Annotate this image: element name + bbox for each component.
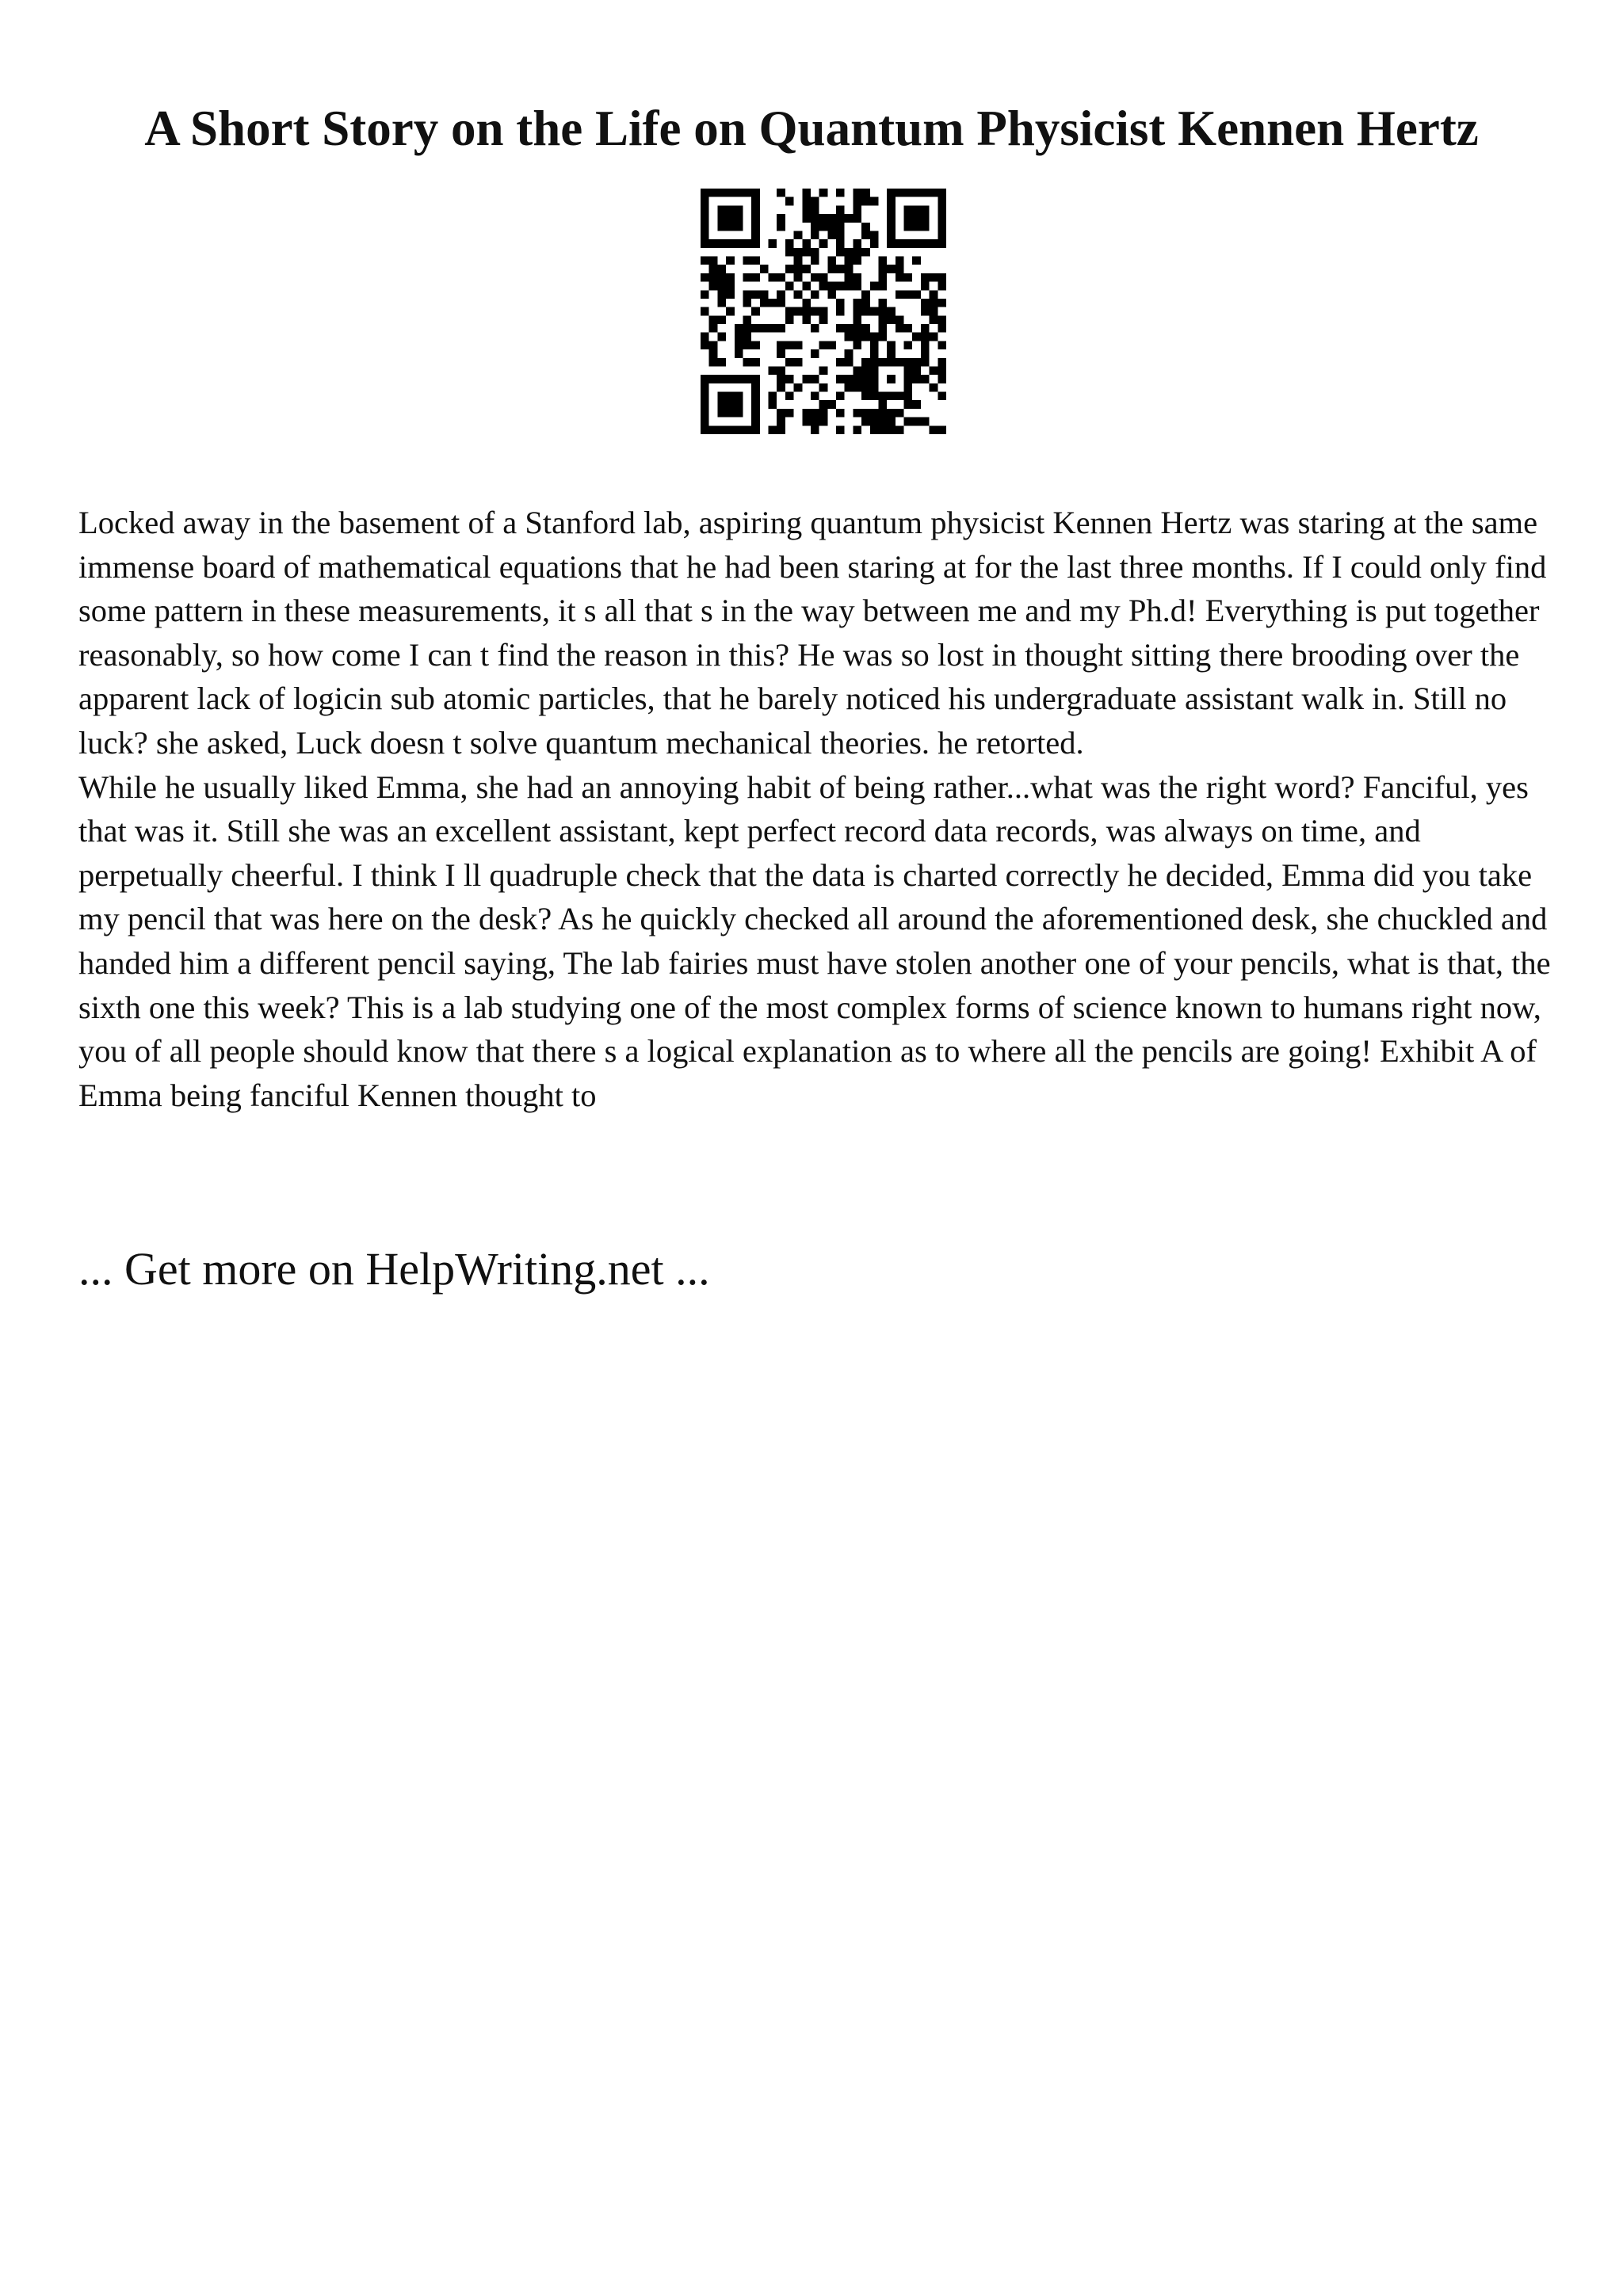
story-body <box>78 501 1568 1117</box>
document-title: A Short Story on the Life on Quantum Physicist Kennen Hertz <box>144 101 1479 156</box>
story-paragraph-1: Locked away in the basement of a Stanford lab, aspiring quantum physicist Kennen Hertz was staring at the same immense board of mathematical equations that he had been staring at for the last three months. If I could only find some pattern in these measurements, it s all that s in the way between me and my Ph.d! Everything is put together reasonably, so how come I can t find the reason in this? He was so lost in thought sitting there brooding over the apparent lack of logicin sub atomic particles, that he barely noticed his undergraduate assistant walk in. Still no luck? she asked, Luck doesn t solve quantum mechanical theories. he retorted. <box>78 505 1547 761</box>
qr-code-graphic <box>701 189 946 434</box>
get-more-link[interactable]: ... Get more on HelpWriting.net ... <box>78 1243 710 1295</box>
story-paragraph-2: While he usually liked Emma, she had an annoying habit of being rather...what was the right word? Fanciful, yes that was it. Still she was an excellent assistant, kept perfect record data records, was always on time, and perpetually cheerful. I think I ll quadruple check that the data is charted correctly he decided, Emma did you take my pencil that was here on the desk? As he quickly checked all around the aforementioned desk, she chuckled and handed him a different pencil saying, The lab fairies must have stolen another one of your pencils, what is that, the sixth one this week? This is a lab studying one of the most complex forms of science known to humans right now, you of all people should know that there s a logical explanation as to where all the pencils are going! Exhibit A of Emma being fanciful Kennen thought to <box>78 769 1551 1113</box>
qr-code-icon[interactable] <box>701 189 946 434</box>
